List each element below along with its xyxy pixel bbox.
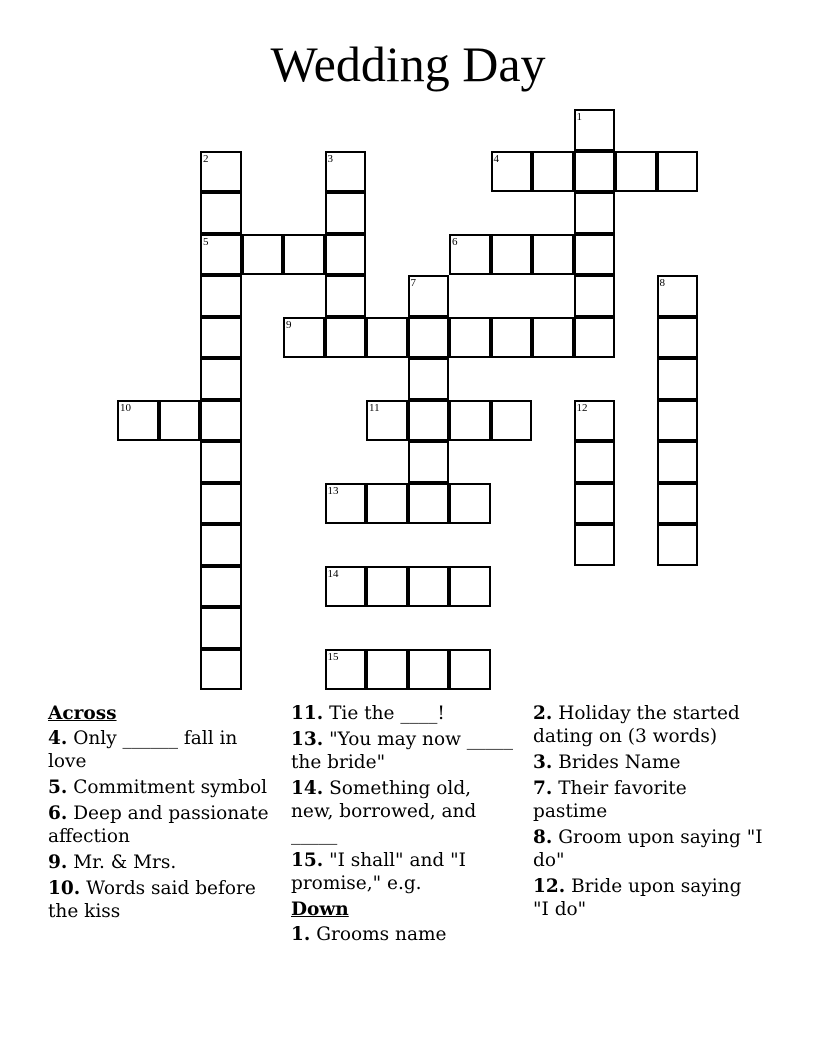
clue-number: 12. [533,876,566,897]
clue-down-2 [533,702,763,748]
grid-cell[interactable] [200,192,242,234]
grid-cell[interactable] [366,400,408,442]
grid-cell[interactable] [574,441,616,483]
grid-cell[interactable] [408,275,450,317]
clue-text: Something old, new, borrowed, and _____ [291,778,477,845]
clue-text: Grooms name [316,924,447,945]
clue-across-11 [291,702,516,725]
clue-number: 3. [533,752,553,773]
grid-cell[interactable] [491,317,533,359]
clue-number: 8. [533,827,553,848]
clue-text: Mr. & Mrs. [73,852,177,873]
grid-cell[interactable] [366,483,408,525]
grid-cell[interactable] [657,483,699,525]
grid-cell[interactable] [657,317,699,359]
clue-down-7 [533,777,763,823]
clue-text: "You may now _____ the bride" [291,729,514,773]
grid-cell[interactable] [615,151,657,193]
grid-cell[interactable] [574,234,616,276]
grid-cell[interactable] [491,400,533,442]
cell-number: 11 [369,401,380,414]
grid-cell[interactable] [325,483,367,525]
clue-text: Brides Name [558,752,681,773]
grid-cell[interactable] [325,192,367,234]
cell-number: 12 [576,401,588,414]
clues-column-3 [533,702,763,924]
grid-cell[interactable] [574,275,616,317]
grid-cell[interactable] [408,441,450,483]
clue-across-15 [291,849,516,895]
grid-cell[interactable] [449,649,491,691]
cell-number: 9 [286,318,292,331]
grid-cell[interactable] [532,234,574,276]
cell-number: 6 [452,235,458,248]
grid-cell[interactable] [200,566,242,608]
grid-cell[interactable] [283,317,325,359]
clue-text: Tie the ____! [329,703,445,724]
grid-cell[interactable] [449,566,491,608]
clue-number: 1. [291,924,311,945]
clue-number: 6. [48,803,68,824]
clue-across-13 [291,728,516,774]
grid-cell[interactable] [366,317,408,359]
clue-number: 7. [533,778,553,799]
grid-cell[interactable] [200,400,242,442]
grid-cell[interactable] [657,524,699,566]
grid-cell[interactable] [200,358,242,400]
clue-down-3 [533,751,763,774]
clue-across-5 [48,776,273,799]
grid-cell[interactable] [200,649,242,691]
grid-cell[interactable] [200,483,242,525]
grid-cell[interactable] [574,317,616,359]
grid-cell[interactable] [574,524,616,566]
clue-across-9 [48,851,273,874]
clue-across-14 [291,777,516,846]
grid-cell[interactable] [200,524,242,566]
grid-cell[interactable] [408,483,450,525]
grid-cell[interactable] [574,400,616,442]
clues-column-1 [48,702,273,926]
clues-column-2 [291,702,516,949]
grid-cell[interactable] [325,317,367,359]
grid-cell[interactable] [200,607,242,649]
across-heading: Across [48,703,117,724]
grid-cell[interactable] [449,483,491,525]
grid-cell[interactable] [200,275,242,317]
puzzle-title: Wedding Day [270,36,546,92]
cell-number: 10 [120,401,131,414]
clue-number: 13. [291,729,324,750]
grid-cell[interactable] [574,483,616,525]
grid-cell[interactable] [283,234,325,276]
cell-number: 4 [493,152,499,165]
grid-cell[interactable] [449,400,491,442]
cell-number: 2 [203,152,209,165]
clue-down-1 [291,923,516,946]
clue-number: 4. [48,728,68,749]
grid-cell[interactable] [200,441,242,483]
clue-text: Groom upon saying "I do" [533,827,763,871]
cell-number: 8 [659,277,665,289]
grid-cell[interactable] [325,151,367,193]
grid-cell[interactable] [574,192,616,234]
clue-text: Words said before the kiss [48,878,256,922]
grid-cell[interactable] [408,566,450,608]
grid-cell[interactable] [408,400,450,442]
clue-number: 2. [533,703,553,724]
clue-number: 10. [48,878,81,899]
clue-text: Only ______ fall in love [48,728,238,772]
cell-number: 14 [327,567,339,580]
grid-cell[interactable] [657,400,699,442]
grid-cell[interactable] [491,151,533,193]
clue-across-6 [48,802,273,848]
clue-text: Their favorite pastime [533,778,687,822]
clue-across-4 [48,727,273,773]
grid-cell[interactable] [200,151,242,193]
clue-text: Deep and passionate affection [48,803,269,847]
grid-cell[interactable] [574,109,616,151]
grid-cell[interactable] [366,649,408,691]
clue-number: 9. [48,852,68,873]
grid-cell[interactable] [657,151,699,193]
clue-number: 11. [291,703,324,724]
grid-cell[interactable] [325,275,367,317]
cell-number: 7 [410,277,416,289]
grid-cell[interactable] [366,566,408,608]
clue-down-8 [533,826,763,872]
clue-across-10 [48,877,273,923]
grid-cell[interactable] [532,151,574,193]
cell-number: 1 [576,111,582,123]
grid-cell[interactable] [408,649,450,691]
clue-number: 5. [48,777,68,798]
grid-cell[interactable] [408,358,450,400]
grid-cell[interactable] [657,358,699,400]
grid-cell[interactable] [325,566,367,608]
grid-cell[interactable] [408,317,450,359]
clue-number: 15. [291,850,324,871]
clue-text: "I shall" and "I promise," e.g. [291,850,466,894]
clue-down-12 [533,875,763,921]
grid-cell[interactable] [159,400,201,442]
clue-text: Holiday the started dating on (3 words) [533,703,740,747]
grid-cell[interactable] [532,317,574,359]
grid-cell[interactable] [325,234,367,276]
grid-cell[interactable] [200,234,242,276]
down-heading: Down [291,899,349,920]
clue-text: Bride upon saying "I do" [533,876,742,920]
grid-cell[interactable] [117,400,159,442]
cell-number: 3 [327,152,333,165]
cell-number: 15 [327,650,339,663]
clue-text: Commitment symbol [73,777,268,798]
grid-cell[interactable] [325,649,367,691]
grid-cell[interactable] [657,441,699,483]
grid-cell[interactable] [657,275,699,317]
cell-number: 5 [203,235,209,248]
grid-cell[interactable] [242,234,284,276]
cell-number: 13 [327,484,339,497]
clue-number: 14. [291,778,324,799]
grid-cell[interactable] [449,317,491,359]
grid-cell[interactable] [449,234,491,276]
grid-cell[interactable] [200,317,242,359]
grid-cell[interactable] [491,234,533,276]
grid-cell[interactable] [574,151,616,193]
